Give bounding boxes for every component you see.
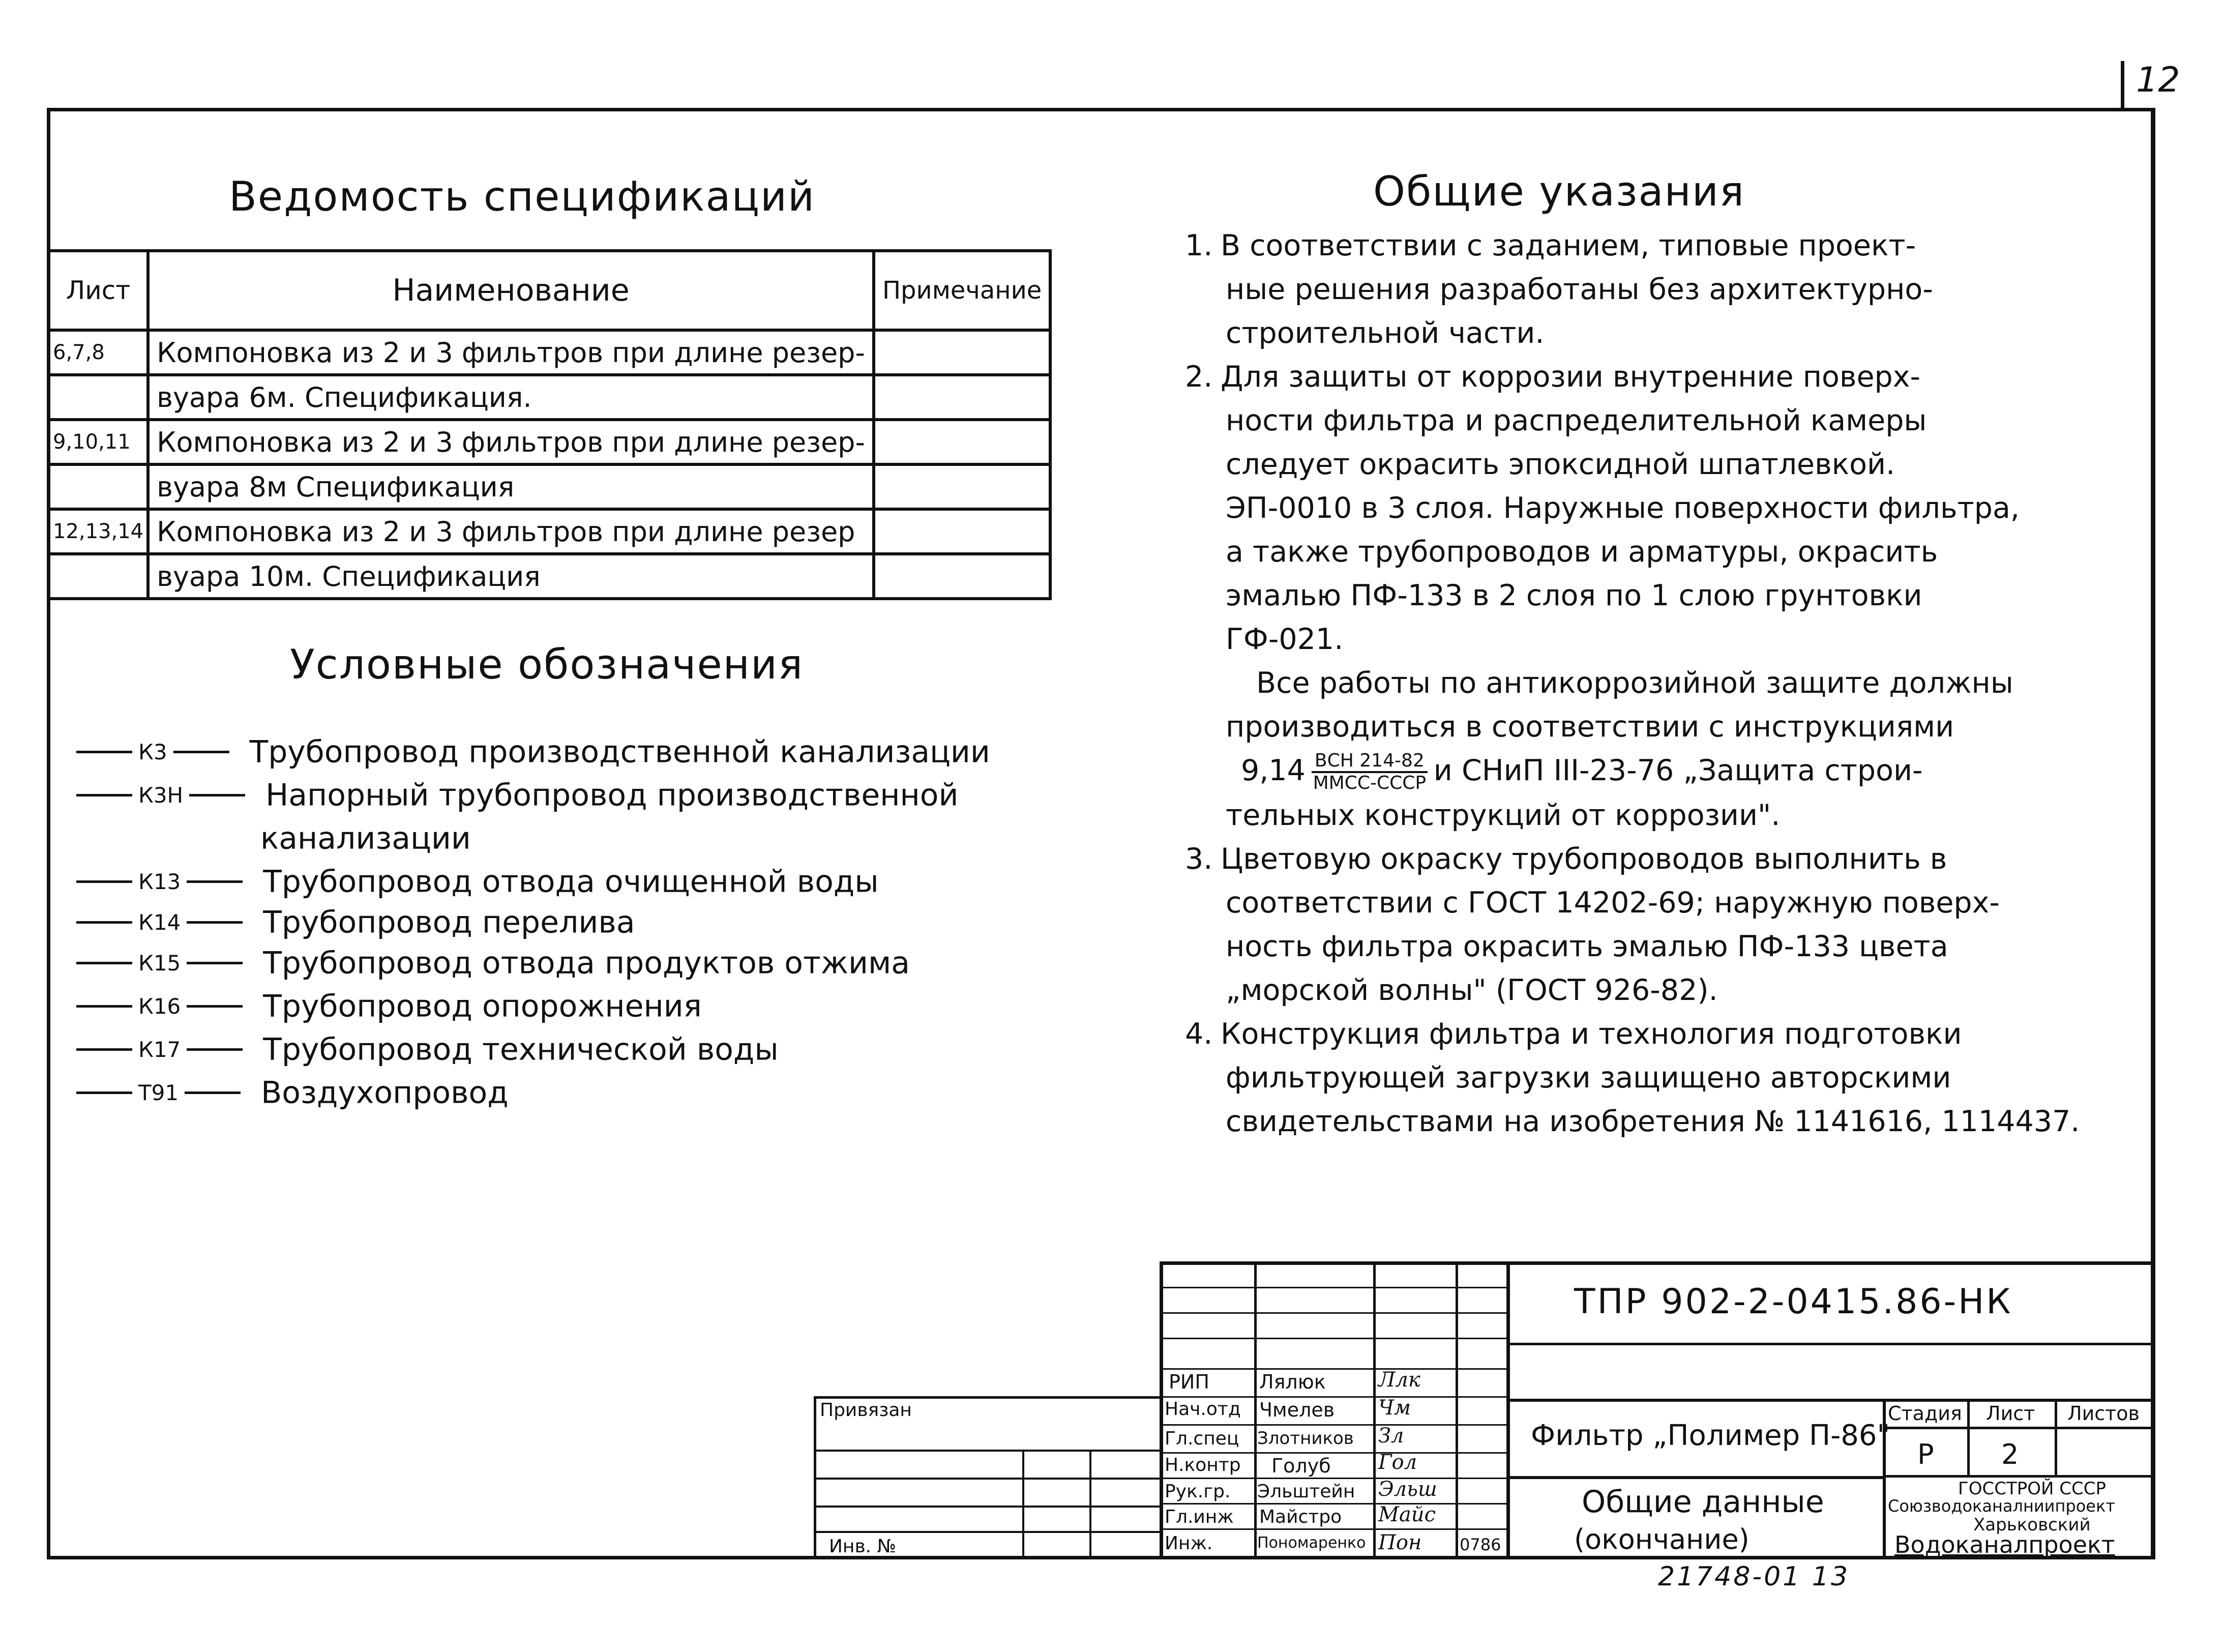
note-text: ность фильтра окрасить эмалью ПФ-133 цвета: [1226, 930, 1948, 964]
sheet-label: Лист: [1986, 1402, 2035, 1425]
organization-ministry: ГОССТРОЙ СССР: [1958, 1479, 2106, 1499]
person-name: Чмелев: [1259, 1399, 1335, 1421]
role-label: Инж.: [1165, 1533, 1213, 1554]
spec-table-header: [48, 251, 1050, 330]
organization-city: Харьковский: [1973, 1515, 2091, 1535]
stage-value: Р: [1917, 1438, 1934, 1470]
general-notes: [1185, 224, 2131, 1143]
signature: Гол: [1378, 1451, 1417, 1474]
note-text: Конструкция фильтра и технология подготовки: [1221, 1017, 1962, 1051]
spec-row-name-cont: вуара 10м. Спецификация: [148, 554, 874, 599]
note-text: ГФ-021.: [1226, 623, 1344, 656]
note-text: эмалью ПФ-133 в 2 слоя по 1 слою грунтовки: [1226, 579, 1922, 612]
note-text: соответствии с ГОСТ 14202-69; наружную поверх-: [1226, 886, 2000, 920]
legend-item: [76, 943, 910, 981]
signature: Майс: [1378, 1503, 1436, 1526]
inventory-label: Инв. №: [829, 1536, 897, 1557]
col-note-header: Примечание: [874, 251, 1050, 330]
legend-desc: Трубопровод производственной канализации: [249, 734, 990, 770]
signature: Эльш: [1378, 1478, 1437, 1501]
col-name-header: Наименование: [148, 251, 874, 330]
spec-row-name: Компоновка из 2 и 3 фильтров при длине резер: [148, 509, 874, 554]
role-label: Н.контр: [1165, 1455, 1241, 1476]
notes-title: Общие указания: [1373, 168, 1745, 215]
signature: Чм: [1378, 1396, 1411, 1420]
person-name: Эльштейн: [1257, 1481, 1355, 1502]
reference-fraction: [1312, 751, 1428, 793]
sheet-title: Общие данные: [1582, 1484, 1824, 1520]
note-number: 2.: [1185, 360, 1213, 394]
note-text: следует окрасить эпоксидной шпатлевкой.: [1226, 448, 1895, 481]
legend-item: [76, 903, 635, 940]
legend-code: К17: [138, 1037, 181, 1062]
spec-row-sheet: 12,13,14: [48, 509, 148, 554]
legend-desc: Воздухопровод: [261, 1075, 509, 1111]
fraction-bottom: ММСС-СССР: [1313, 773, 1427, 794]
page-number-divider: [2121, 61, 2124, 108]
person-name: Злотников: [1257, 1428, 1354, 1449]
spec-row-sheet: 9,10,11: [48, 420, 148, 464]
spec-row-name: Компоновка из 2 и 3 фильтров при длине резер-: [148, 330, 874, 375]
role-label: Нач.отд: [1165, 1399, 1241, 1420]
organization-name: Водоканалпроект: [1894, 1531, 2115, 1558]
note-number: 4.: [1185, 1017, 1213, 1051]
note-text: ЭП-0010 в 3 слоя. Наружные поверхности фильтра,: [1226, 491, 2020, 525]
role-label: Рук.гр.: [1165, 1481, 1231, 1502]
spec-row-name: Компоновка из 2 и 3 фильтров при длине резер-: [148, 420, 874, 464]
sheet-value: 2: [2001, 1438, 2019, 1470]
person-name: Пономаренко: [1257, 1534, 1366, 1552]
fraction-top: ВСН 214-82: [1312, 751, 1428, 773]
legend-item: [76, 1030, 779, 1067]
archive-code: 21748-01 13: [1658, 1561, 1850, 1592]
role-label: Гл.спец: [1165, 1428, 1239, 1449]
sheet-subtitle: (окончание): [1574, 1523, 1750, 1555]
note-text: строительной части.: [1226, 316, 1545, 350]
organization-main: Союзводоканалниипроект: [1888, 1496, 2115, 1516]
page-number: 12: [2136, 60, 2180, 100]
role-label: РИП: [1169, 1371, 1209, 1393]
legend-code: К13: [138, 869, 181, 894]
note-number: 3.: [1185, 842, 1213, 876]
note-number: 1.: [1185, 229, 1213, 262]
legend-code: К16: [138, 993, 181, 1019]
signature: Зл: [1378, 1424, 1404, 1448]
spec-table: [47, 249, 1052, 600]
note-text-with-reference: [1185, 749, 2131, 793]
note-text: ности фильтра и распределительной камеры: [1226, 404, 1927, 437]
legend-desc: Трубопровод отвода очищенной воды: [263, 864, 879, 900]
legend-item: [76, 987, 702, 1024]
spec-list-title: Ведомость спецификаций: [229, 173, 815, 220]
note-text: ные решения разработаны без архитектурно-: [1226, 273, 1933, 306]
stage-label: Стадия: [1888, 1402, 1962, 1425]
legend-desc: Напорный трубопровод производственной: [265, 777, 959, 813]
note-text: Все работы по антикоррозийной защите должны: [1256, 666, 2013, 700]
legend-desc: Трубопровод опорожнения: [263, 988, 702, 1024]
note-text: производиться в соответствии с инструкциями: [1226, 710, 1954, 744]
legend-item: [76, 862, 879, 899]
legend-desc-cont: канализации: [260, 820, 471, 857]
spec-row: [48, 330, 1050, 375]
spec-row-name-cont: вуара 6м. Спецификация.: [148, 375, 874, 420]
legend-code: К3: [138, 739, 167, 764]
spec-row: [48, 420, 1050, 464]
role-label: Гл.инж: [1165, 1507, 1234, 1527]
spec-row-sheet: 6,7,8: [48, 330, 148, 375]
note-text: В соответствии с заданием, типовые проект-: [1221, 229, 1916, 262]
legend-title: Условные обозначения: [290, 641, 804, 688]
legend-item: [76, 776, 958, 813]
person-name: Лялюк: [1259, 1371, 1326, 1393]
signature: Пон: [1378, 1531, 1422, 1554]
note-text: и СНиП III-23-76 „Защита строи-: [1433, 754, 1923, 787]
person-name: Майстро: [1259, 1507, 1342, 1527]
signature: Ллк: [1378, 1368, 1420, 1392]
note-text: фильтрующей загрузки защищено авторскими: [1226, 1061, 1951, 1095]
legend-code: Т91: [138, 1080, 179, 1105]
note-text: „морской волны" (ГОСТ 926-82).: [1226, 973, 1718, 1008]
spec-row-cont: [48, 554, 1050, 599]
legend-code: К14: [138, 909, 181, 935]
note-text: тельных конструкций от коррозии".: [1226, 799, 1781, 833]
note-text: свидетельствами на изобретения № 1141616, 1114437.: [1226, 1105, 2080, 1139]
legend-item: [76, 732, 990, 770]
note-text: Для защиты от коррозии внутренние поверх-: [1221, 360, 1921, 394]
spec-row: [48, 509, 1050, 554]
spec-row-cont: [48, 464, 1050, 509]
col-sheet-header: Лист: [48, 251, 148, 330]
legend-code: К15: [138, 950, 181, 976]
document-code: ТПР 902-2-0415.86-НК: [1574, 1282, 2013, 1322]
legend-code: К3Н: [138, 782, 184, 808]
linked-label: Привязан: [820, 1400, 912, 1421]
legend-item: [76, 1073, 509, 1110]
legend-desc: Трубопровод технической воды: [263, 1031, 779, 1068]
person-name: Голуб: [1271, 1455, 1331, 1477]
note-text: Цветовую окраску трубопроводов выполнить в: [1221, 842, 1947, 876]
spec-row-cont: [48, 375, 1050, 420]
sheets-label: Листов: [2067, 1402, 2140, 1425]
date: 0786: [1460, 1535, 1501, 1554]
legend-item-cont: [260, 819, 471, 856]
legend-desc: Трубопровод перелива: [263, 904, 635, 940]
legend-desc: Трубопровод отвода продуктов отжима: [263, 945, 910, 981]
spec-row-name-cont: вуара 8м Спецификация: [148, 464, 874, 509]
note-ref: 9,14: [1241, 754, 1306, 787]
note-text: а также трубопроводов и арматуры, окрасить: [1226, 535, 1938, 569]
object-name: Фильтр „Полимер П-86": [1531, 1419, 1890, 1452]
